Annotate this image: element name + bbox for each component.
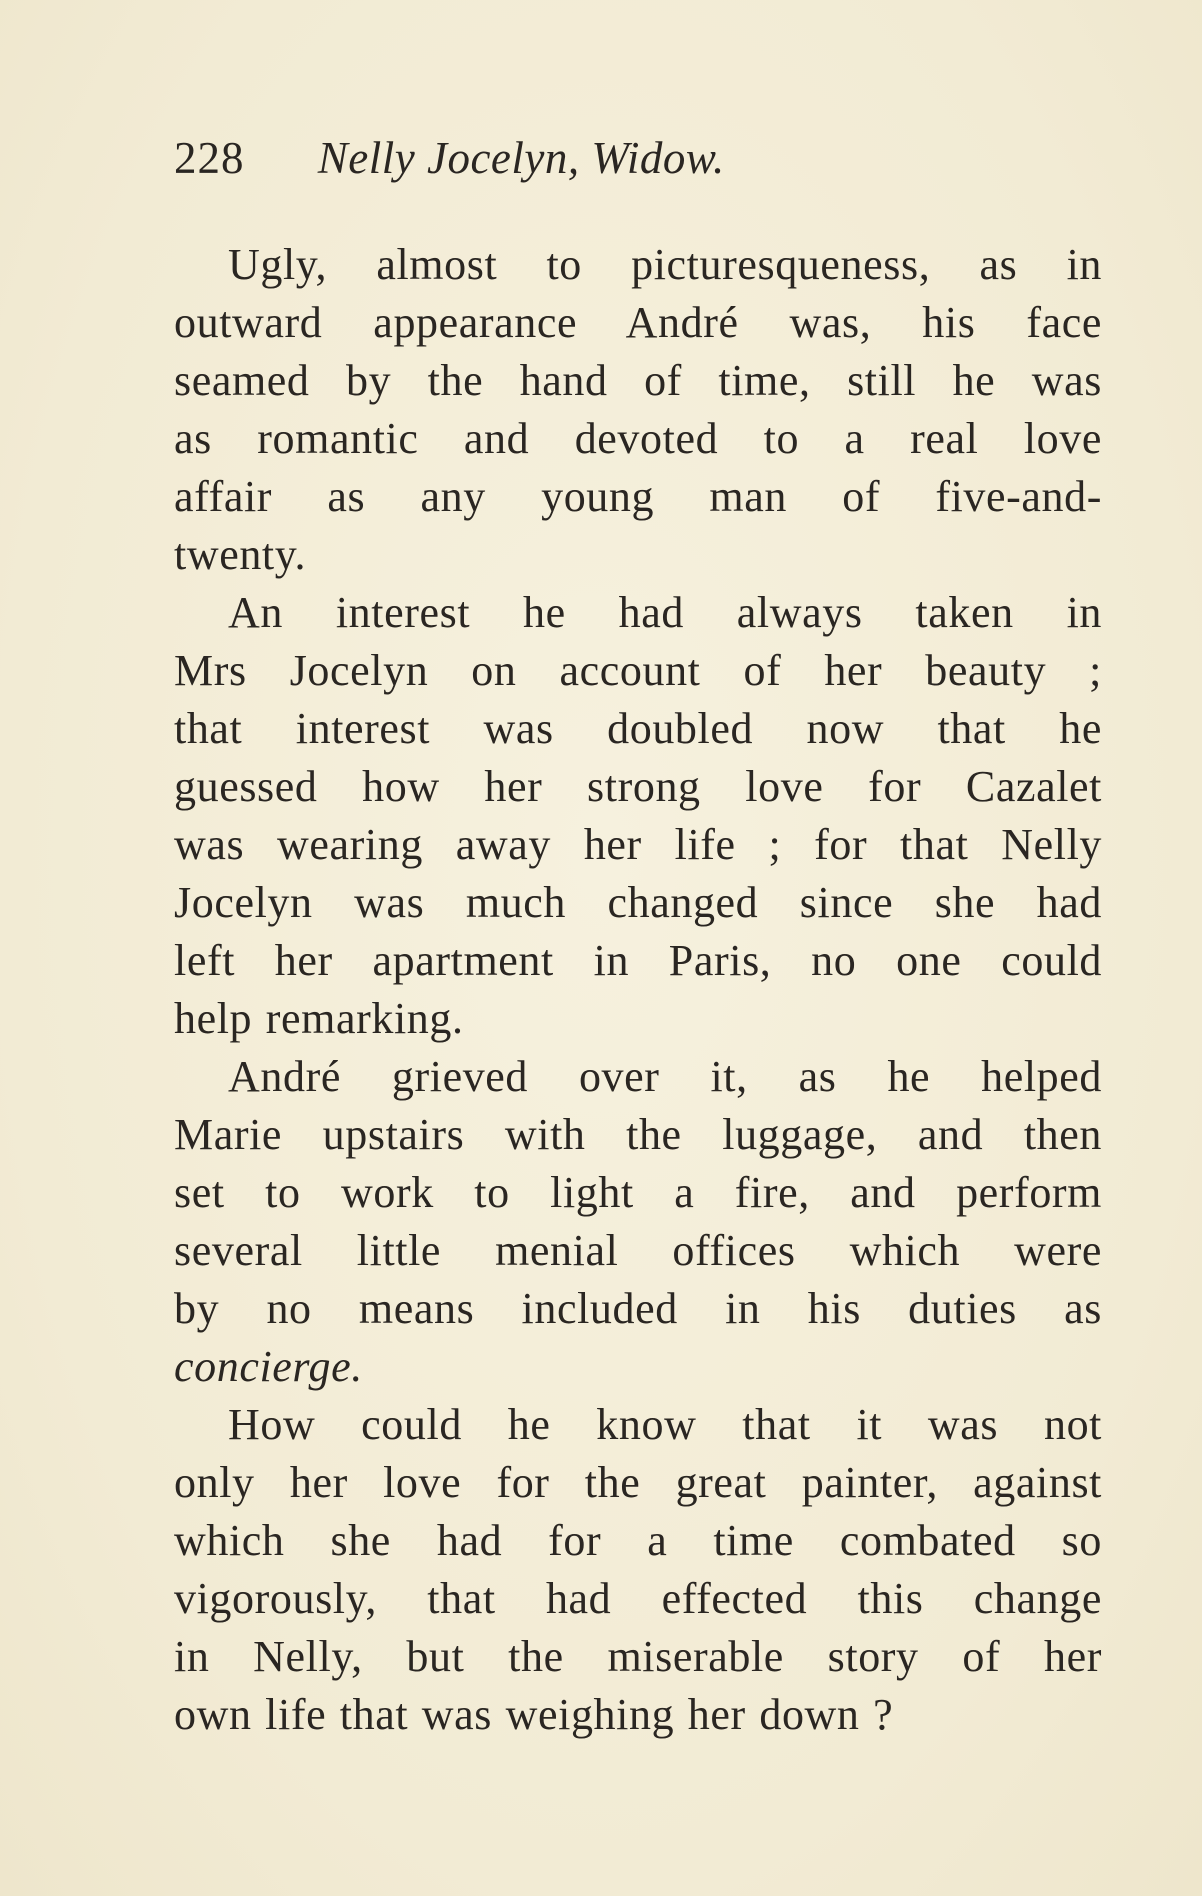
text-line: How could he know that it was not <box>228 1400 1102 1449</box>
text-line: set to work to light a fire, and perform <box>174 1168 1102 1217</box>
body-text <box>174 236 1102 1744</box>
text-line: Jocelyn was much changed since she had <box>174 878 1102 927</box>
text-line: left her apartment in Paris, no one could <box>174 936 1102 985</box>
italic-word: concierge. <box>174 1342 363 1391</box>
text-line: affair as any young man of five-and- <box>174 472 1102 521</box>
text-line: help remarking. <box>174 994 464 1043</box>
page-number: 228 <box>174 133 245 183</box>
text-line: Mrs Jocelyn on account of her beauty ; <box>174 646 1102 695</box>
text-line: Marie upstairs with the luggage, and then <box>174 1110 1102 1159</box>
text-line: by no means included in his duties as <box>174 1284 1102 1333</box>
text-line: which she had for a time combated so <box>174 1516 1102 1565</box>
text-line: was wearing away her life ; for that Nelly <box>174 820 1102 869</box>
text-line: twenty. <box>174 530 307 579</box>
text-line: only her love for the great painter, against <box>174 1458 1102 1507</box>
text-line: as romantic and devoted to a real love <box>174 414 1102 463</box>
text-line: vigorously, that had effected this change <box>174 1574 1102 1623</box>
text-line: An interest he had always taken in <box>228 588 1102 637</box>
text-line: Ugly, almost to picturesqueness, as in <box>228 240 1102 289</box>
text-line: seamed by the hand of time, still he was <box>174 356 1102 405</box>
text-line: guessed how her strong love for Cazalet <box>174 762 1102 811</box>
text-line: André grieved over it, as he helped <box>228 1052 1102 1101</box>
text-line: in Nelly, but the miserable story of her <box>174 1632 1102 1681</box>
text-line: own life that was weighing her down ? <box>174 1690 894 1739</box>
text-line: that interest was doubled now that he <box>174 704 1102 753</box>
running-title: Nelly Jocelyn, Widow. <box>317 133 725 183</box>
text-line: outward appearance André was, his face <box>174 298 1102 347</box>
text-line <box>174 1338 1102 1396</box>
running-head <box>174 128 1034 188</box>
text-line: several little menial offices which were <box>174 1226 1102 1275</box>
